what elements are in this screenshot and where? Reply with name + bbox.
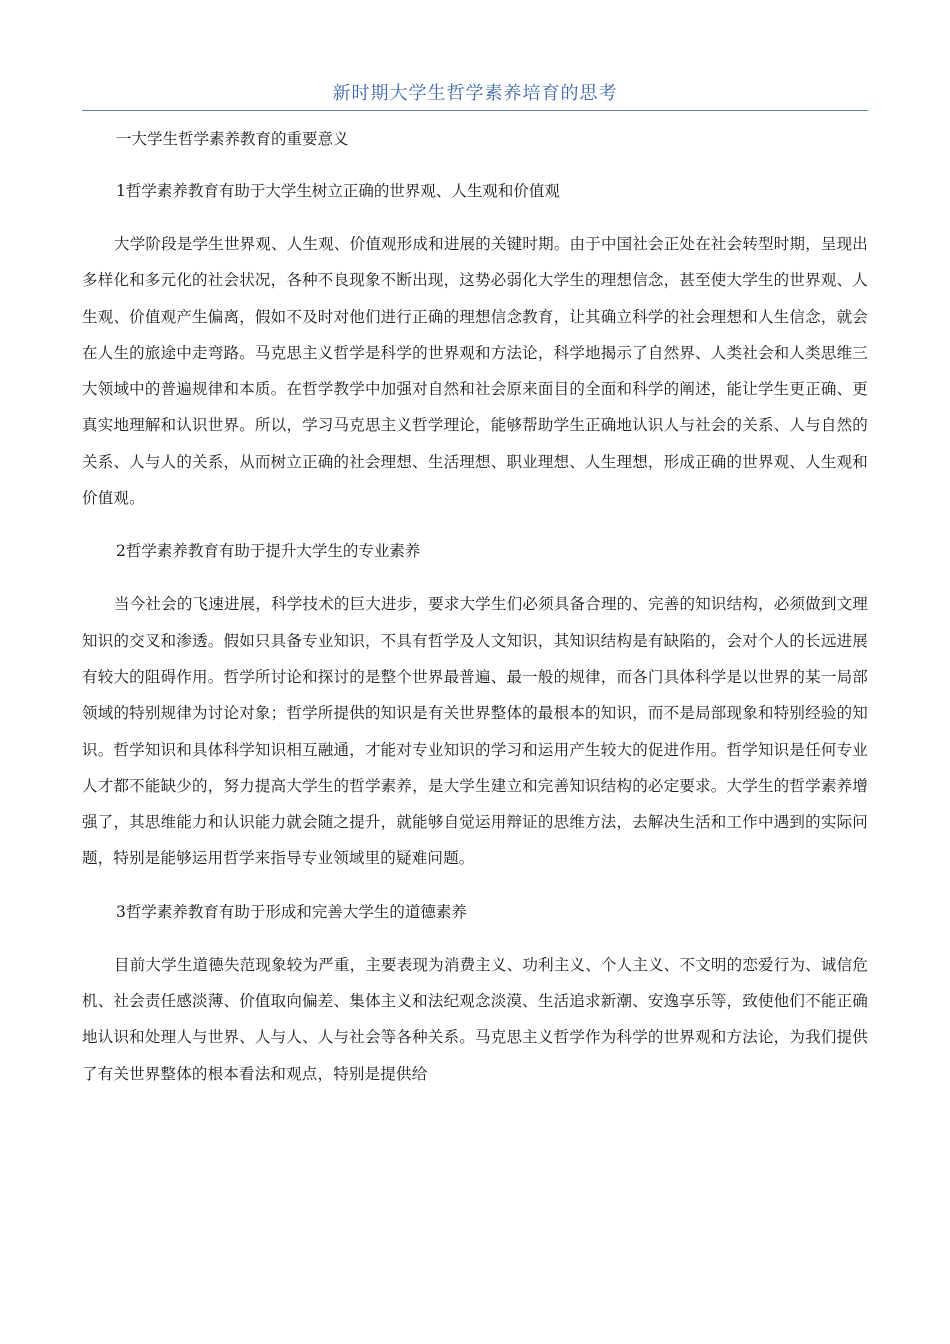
- paragraph-2: 当今社会的飞速进展，科学技术的巨大进步，要求大学生们必须具备合理的、完善的知识结构，必须做到文理知识的交叉和渗透。假如只具备专业知识，不具有哲学及人文知识，其知识结构是有缺陷的，会对个人的长远进展有较大的阻碍作用。哲学所讨论和探讨的是整个世界最普遍、最一般的规律，而各门具体科学是以世界的某一局部领域的特别规律为讨论对象；哲学所提供的知识是有关世界整体的最根本的知识，而不是局部现象和特别经验的知识。哲学知识和具体科学知识相互融通，才能对专业知识的学习和运用产生较大的促进作用。哲学知识是任何专业人才都不能缺少的，努力提高大学生的哲学素养，是大学生建立和完善知识结构的必定要求。大学生的哲学素养增强了，其思维能力和认识能力就会随之提升，就能够自觉运用辩证的思维方法，去解决生活和工作中遇到的实际问题，特别是能够运用哲学来指导专业领域里的疑难问题。: [82, 595, 868, 868]
- paragraph-1: 大学阶段是学生世界观、人生观、价值观形成和进展的关键时期。由于中国社会正处在社会转型时期，呈现出多样化和多元化的社会状况，各种不良现象不断出现，这势必弱化大学生的理想信念，甚至使大学生的世界观、人生观、价值观产生偏离，假如不及时对他们进行正确的理想信念教育，让其确立科学的社会理想和人生信念，就会在人生的旅途中走弯路。马克思主义哲学是科学的世界观和方法论，科学地揭示了自然界、人类社会和人类思维三大领域中的普遍规律和本质。在哲学教学中加强对自然和社会原来面目的全面和科学的阐述，能让学生更正确、更真实地理解和认识世界。所以，学习马克思主义哲学理论，能够帮助学生正确地认识人与社会的关系、人与自然的关系、人与人的关系，从而树立正确的社会理想、生活理想、职业理想、人生理想，形成正确的世界观、人生观和价值观。: [82, 235, 868, 508]
- subsection-heading-1: 1哲学素养教育有助于大学生树立正确的世界观、人生观和价值观: [116, 182, 560, 200]
- subsection-heading-3: 3哲学素养教育有助于形成和完善大学生的道德素养: [116, 902, 467, 921]
- section-heading: 一大学生哲学素养教育的重要意义: [116, 130, 349, 148]
- paragraph-3: 目前大学生道德失范现象较为严重，主要表现为消费主义、功利主义、个人主义、不文明的恋爱行为、诚信危机、社会责任感淡薄、价值取向偏差、集体主义和法纪观念淡漠、生活追求新潮、安逸享乐等，致使他们不能正确地认识和处理人与世界、人与人、人与社会等各种关系。马克思主义哲学作为科学的世界观和方法论，为我们提供了有关世界整体的根本看法和观点，特别是提供给: [82, 955, 868, 1083]
- subsection-heading-2: 2哲学素养教育有助于提升大学生的专业素养: [116, 542, 421, 561]
- document-title: 新时期大学生哲学素养培育的思考: [332, 83, 618, 104]
- document-body: [82, 124, 868, 1112]
- document-header: [82, 80, 868, 111]
